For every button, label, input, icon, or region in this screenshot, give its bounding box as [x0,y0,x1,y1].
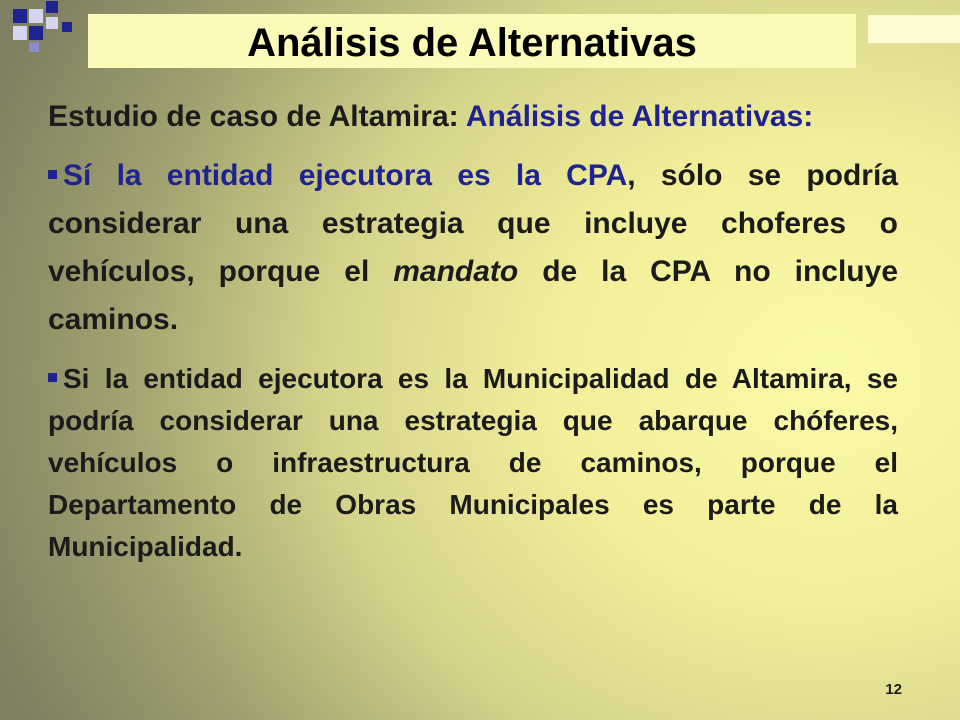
heading-label: Estudio de caso de Altamira: [48,100,466,133]
title-corner-accent [868,15,960,43]
bullet-text: Si la entidad ejecutora es la Municipalidad de Altamira, se podría considerar una estrategia que abarque chóferes, vehículos o infraestructura de caminos, porque el Departamento de Obras Municipales es parte de la Municipalidad. [48,363,898,562]
bullet-accent: Sí la entidad ejecutora es la CPA [63,159,628,192]
bullet-item-cpa [48,152,898,344]
bullet-text: de la CPA no incluye caminos. [48,255,899,336]
slide-title: Análisis de Alternativas [247,21,697,65]
bullet-item-municipalidad [48,358,898,568]
deco-square [29,26,43,40]
deco-square [29,9,43,23]
page-number: 12 [885,681,902,698]
deco-square [29,42,39,52]
bullet-emphasis: mandato [393,255,519,288]
heading-accent: Análisis de Alternativas: [465,100,814,133]
deco-square [46,17,58,29]
square-bullet-icon [48,170,57,179]
deco-square [62,22,72,32]
slide-body [48,94,898,568]
bullet-text: , sólo se podría considerar una estrategia que incluye choferes o vehículos, porque el [48,159,898,288]
deco-square [13,9,27,23]
section-heading [48,94,898,140]
deco-square [46,1,58,13]
deco-square [13,26,27,40]
square-bullet-icon [48,373,57,382]
decorative-squares-icon [0,0,80,60]
